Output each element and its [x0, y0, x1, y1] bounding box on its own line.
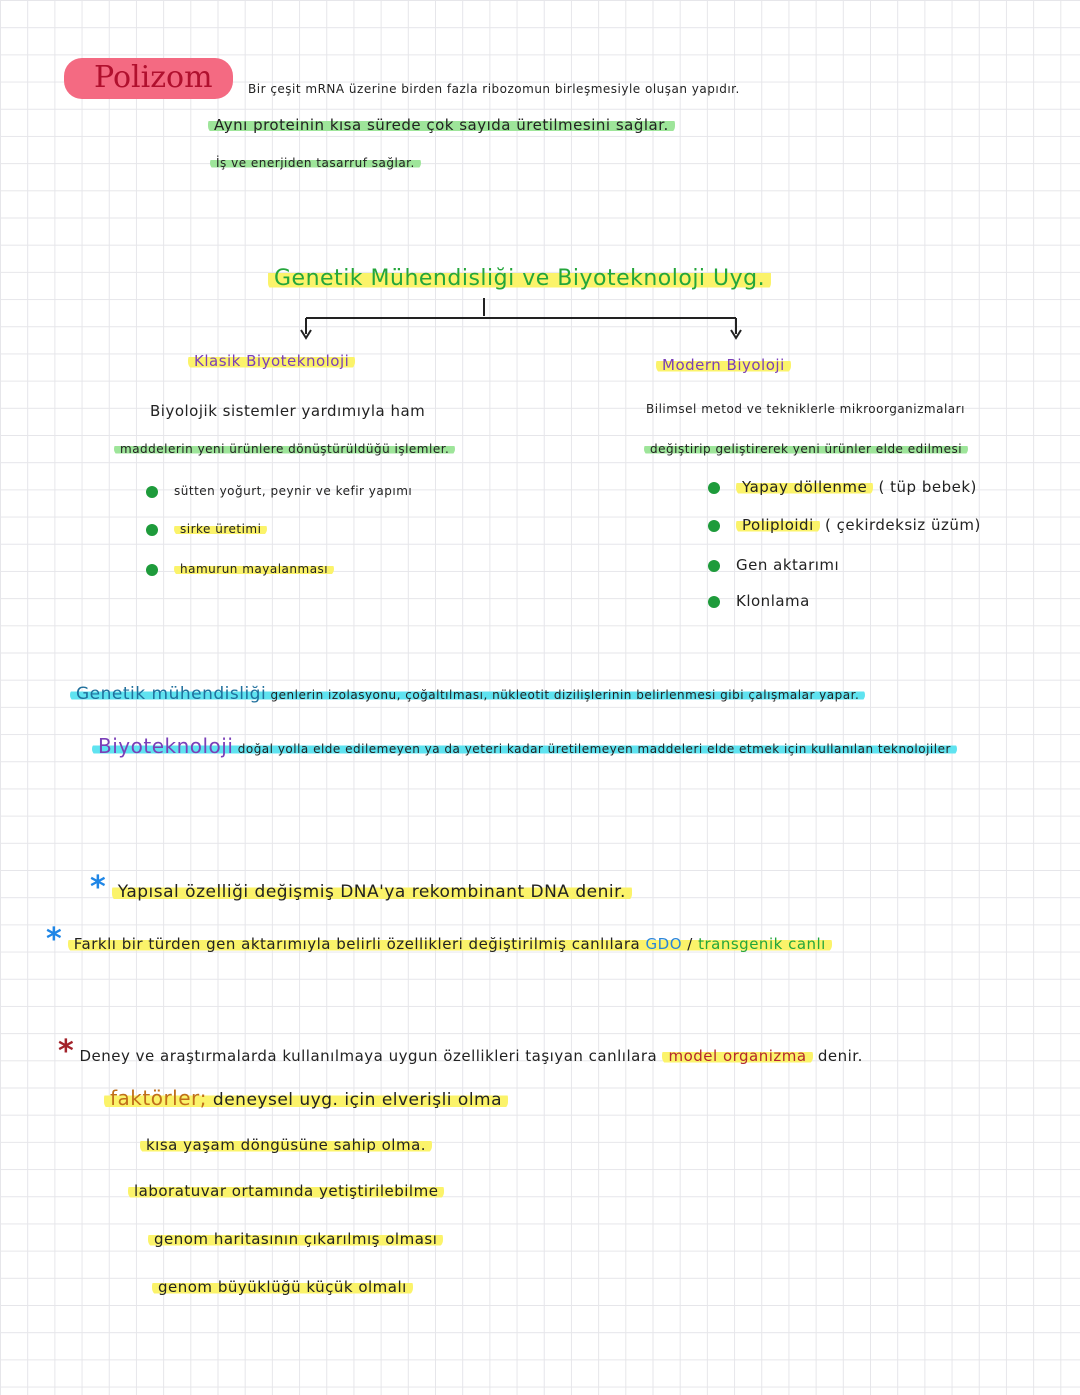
polizom-line1: Aynı proteinin kısa sürede çok sayıda üretilmesini sağlar.	[208, 116, 675, 134]
factor-4: genom büyüklüğü küçük olmalı	[152, 1278, 413, 1296]
polizom-title: Polizom	[94, 60, 213, 95]
classic-desc1: Biyolojik sistemler yardımıyla ham	[150, 402, 426, 420]
bullet-icon	[146, 564, 158, 576]
factor-2: laboratuvar ortamında yetiştirilebilme	[128, 1182, 444, 1200]
bt-label: Biyoteknoloji	[98, 734, 234, 758]
factor-1: kısa yaşam döngüsüne sahip olma.	[140, 1136, 432, 1154]
modern-item-2: Poliploidi ( çekirdeksiz üzüm)	[708, 516, 981, 534]
bt-definition	[92, 734, 957, 758]
note-gdo: * Farklı bir türden gen aktarımıyla belirli özellikleri değiştirilmiş canlılara GDO / transgenik canlı	[46, 922, 832, 957]
asterisk-icon: *	[46, 922, 63, 957]
classic-item-3: hamurun mayalanması	[146, 562, 334, 576]
bullet-icon	[708, 482, 720, 494]
modern-desc1: Bilimsel metod ve tekniklerle mikroorganizmaları	[646, 402, 965, 416]
classic-item-1: sütten yoğurt, peynir ve kefir yapımı	[146, 484, 412, 498]
modern-biology-title: Modern Biyoloji	[656, 356, 791, 374]
asterisk-icon: *	[58, 1034, 75, 1069]
bullet-icon	[146, 524, 158, 536]
bullet-icon	[146, 486, 158, 498]
modern-item-3: Gen aktarımı	[708, 556, 839, 574]
gm-definition	[70, 684, 865, 704]
gm-text: genlerin izolasyonu, çoğaltılması, nükleotit dizilişlerinin belirlenmesi gibi çalışmalar yapar.	[270, 688, 860, 702]
classic-biotech-title: Klasik Biyoteknoloji	[188, 352, 355, 370]
polizom-definition: Bir çeşit mRNA üzerine birden fazla ribozomun birleşmesiyle oluşan yapıdır.	[248, 82, 740, 96]
note-recombinant: * Yapısal özelliği değişmiş DNA'ya rekombinant DNA denir.	[90, 870, 632, 905]
tree-connector	[0, 0, 1080, 360]
classic-desc2: maddelerin yeni ürünlere dönüştürüldüğü işlemler.	[114, 442, 455, 456]
bullet-icon	[708, 596, 720, 608]
model-organism-note: * Deney ve araştırmalarda kullanılmaya uygun özellikleri taşıyan canlılara model organizma denir.	[58, 1034, 863, 1069]
bullet-icon	[708, 560, 720, 572]
factors-line: faktörler; deneysel uyg. için elverişli olma	[104, 1086, 508, 1110]
polizom-line2: İş ve enerjiden tasarruf sağlar.	[210, 156, 421, 170]
bt-text: doğal yolla elde edilemeyen ya da yeteri kadar üretilemeyen maddeleri elde etmek için kullanılan teknolojiler	[237, 742, 951, 756]
modern-item-4: Klonlama	[708, 592, 810, 610]
asterisk-icon: *	[90, 870, 107, 905]
modern-desc2: değiştirip geliştirerek yeni ürünler elde edilmesi	[644, 442, 968, 456]
factors-label: faktörler;	[110, 1086, 208, 1110]
classic-item-2: sirke üretimi	[146, 522, 267, 536]
bullet-icon	[708, 520, 720, 532]
gm-label: Genetik mühendisliği	[76, 684, 267, 704]
modern-item-1: Yapay döllenme ( tüp bebek)	[708, 478, 977, 496]
gm-heading: Genetik Mühendisliği ve Biyoteknoloji Uyg.	[268, 266, 771, 291]
factor-3: genom haritasının çıkarılmış olması	[148, 1230, 443, 1248]
